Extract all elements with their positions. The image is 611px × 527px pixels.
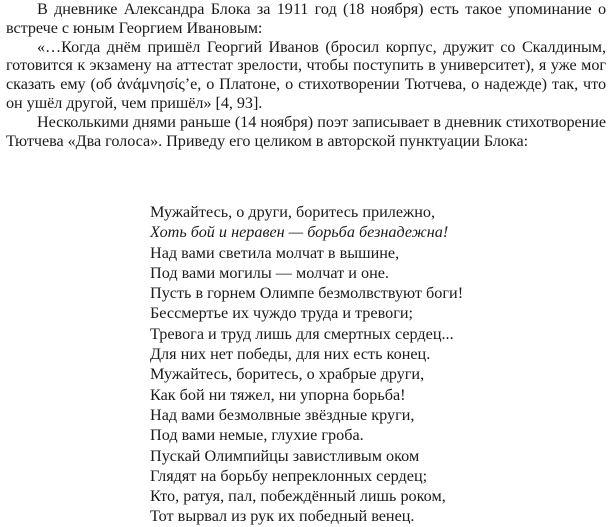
poem-line: Под вами немые, глухие гроба. bbox=[150, 426, 364, 445]
poem-line: Тот вырвал из рук их победный венец. bbox=[150, 507, 415, 526]
poem-line-italic: Хоть бой и неравен — борьба безнадежна! bbox=[150, 223, 449, 242]
poem-line: Пусть в горнем Олимпе безмолвствуют боги! bbox=[150, 284, 464, 303]
poem-block bbox=[150, 202, 590, 527]
poem-line: Кто, ратуя, пал, побеждённый лишь роком, bbox=[150, 487, 446, 506]
poem-line: Над вами безмолвные звёздные круги, bbox=[150, 405, 415, 424]
intro-paragraph: В дневнике Александра Блока за 1911 год (18 ноября) есть такое упоминание о встрече с юным Георгием Ивановым: bbox=[6, 0, 606, 37]
poem-line: Тревога и труд лишь для смертных сердец... bbox=[150, 324, 454, 343]
poem-line: Пускай Олимпийцы завистливым оком bbox=[150, 446, 420, 465]
poem-line: Бессмертье их чуждо труда и тревоги; bbox=[150, 304, 414, 323]
prose-block bbox=[6, 0, 606, 150]
poem-line: Глядят на борьбу непреклонных сердец; bbox=[150, 466, 428, 485]
poem-line: Над вами светила молчат в вышине, bbox=[150, 243, 400, 262]
poem-intro-paragraph: Несколькими днями раньше (14 ноября) поэт записывает в дневник стихотворение Тютчева «Два голоса». Приведу его целиком в авторской пунктуации Блока: bbox=[6, 112, 606, 150]
poem-line: Как бой ни тяжел, ни упорна борьба! bbox=[150, 385, 406, 404]
poem-line: Мужайтесь, боритесь, о храбрые други, bbox=[150, 365, 425, 384]
document-page bbox=[6, 0, 606, 150]
poem-line: Под вами могилы — молчат и оне. bbox=[150, 263, 389, 282]
diary-quote-paragraph: «…Когда днём пришёл Георгий Иванов (бросил корпус, дружит со Скалдиным, готовится к экзамену на аттестат зрелости, чтобы поступить в университет), я уже мог сказать ему (об ἀνάμνησίςʼе, о Платоне, о стихотворении Тютчева, о надежде) так, что он ушёл другой, чем пришёл» [4, 93]. bbox=[6, 37, 606, 112]
poem-line: Мужайтесь, о други, боритесь прилежно, bbox=[150, 203, 436, 221]
poem-line: Для них нет победы, для них есть конец. bbox=[150, 345, 431, 364]
